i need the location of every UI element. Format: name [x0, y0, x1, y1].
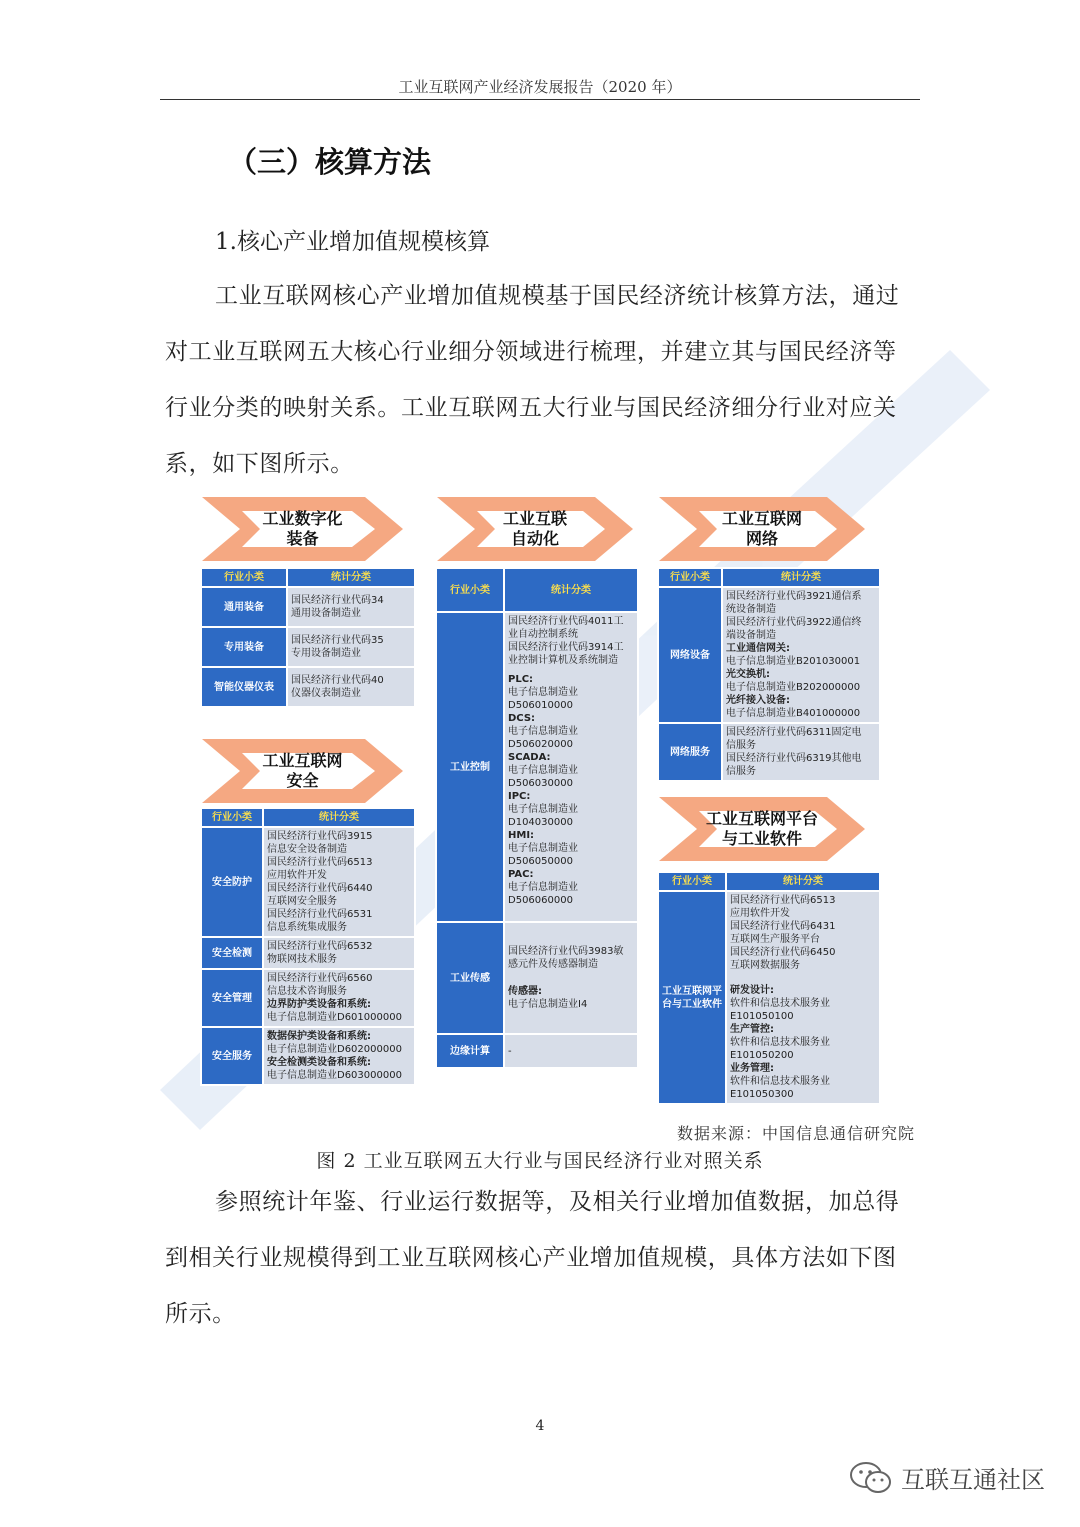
category-cell: 安全服务	[202, 1028, 262, 1084]
category-cell: 通用装备	[202, 588, 286, 626]
stat-line: 国民经济行业代码3922通信终	[726, 617, 862, 628]
running-header: 工业互联网产业经济发展报告（2020 年）	[398, 78, 682, 96]
stat-line: 光交换机:	[726, 669, 770, 680]
stat-line: DCS:	[508, 713, 536, 724]
stat-line: 电子信息制造业D602000000	[267, 1044, 402, 1055]
stat-line: 信服务	[726, 740, 756, 751]
col-head-stat: 统计分类	[264, 809, 414, 826]
stat-cell	[264, 1028, 414, 1084]
col-head-category: 行业小类	[437, 569, 503, 611]
category-cell: 工业互联网平台与工业软件	[659, 892, 725, 1103]
category-cell: 智能仪器仪表	[202, 668, 286, 706]
category-cell: 工业传感	[437, 923, 503, 1033]
stat-line: 电子信息制造业B202000000	[726, 682, 861, 693]
col-head-stat: 统计分类	[727, 873, 879, 890]
stat-line: 国民经济行业代码3914工	[508, 642, 624, 653]
col-head-category: 行业小类	[659, 873, 725, 890]
panel-network	[657, 495, 882, 795]
stat-line: 国民经济行业代码4011工	[508, 616, 624, 627]
stat-line: 国民经济行业代码6450	[730, 947, 836, 958]
wechat-account-name: 互联互通社区	[901, 1466, 1045, 1494]
col-head-stat: 统计分类	[288, 569, 414, 586]
mapping-table	[435, 567, 639, 1069]
stat-line: 端设备制造	[726, 630, 776, 641]
stat-line: PAC:	[508, 869, 534, 880]
stat-line: IPC:	[508, 791, 531, 802]
panel-banner	[435, 495, 635, 563]
stat-line: 国民经济行业代码6311固定电	[726, 727, 862, 738]
stat-line: D506060000	[508, 895, 573, 906]
panel-security	[200, 737, 415, 1107]
stat-line: 光纤接入设备:	[726, 695, 790, 706]
panel-banner	[657, 795, 867, 863]
stat-line: 国民经济行业代码6431	[730, 921, 836, 932]
stat-cell	[505, 1035, 637, 1067]
stat-line: -	[508, 1045, 512, 1057]
stat-line: 应用软件开发	[267, 870, 327, 881]
stat-line: 国民经济行业代码3983敏	[508, 946, 624, 957]
stat-line: 物联网技术服务	[267, 954, 337, 965]
figure-source: 数据来源：中国信息通信研究院	[676, 1124, 915, 1143]
header-rule	[160, 99, 920, 100]
col-head-category: 行业小类	[202, 809, 262, 826]
stat-cell	[264, 938, 414, 968]
stat-line: 研发设计:	[730, 985, 774, 996]
col-head-category: 行业小类	[659, 569, 721, 586]
stat-line: 电子信息制造业	[508, 843, 578, 854]
stat-cell	[723, 588, 879, 722]
col-head-stat: 统计分类	[505, 569, 637, 611]
mapping-figure	[195, 495, 885, 1110]
panel-banner	[657, 495, 867, 563]
stat-line: 软件和信息技术服务业	[730, 1076, 830, 1087]
stat-line: 专用设备制造业	[291, 648, 361, 659]
panel-digital-equipment	[200, 495, 415, 730]
mapping-table	[200, 807, 416, 1086]
stat-line: 国民经济行业代码3921通信系	[726, 591, 862, 602]
stat-line: 应用软件开发	[730, 908, 790, 919]
panel-title: 工业互联 自动化	[502, 509, 567, 548]
paragraph-method: 参照统计年鉴、行业运行数据等，及相关行业增加值数据，加总得到相关行业规模得到工业互联网核心产业增加值规模，具体方法如下图所示。	[165, 1189, 900, 1327]
panel-title: 工业互联网 安全	[262, 751, 343, 790]
page-number: 4	[535, 1418, 545, 1434]
category-cell: 边缘计算	[437, 1035, 503, 1067]
mapping-table	[657, 871, 881, 1105]
stat-cell	[288, 588, 414, 626]
stat-cell	[505, 923, 637, 1033]
stat-cell	[727, 892, 879, 1103]
panel-banner	[200, 495, 405, 563]
stat-cell	[288, 668, 414, 706]
stat-line: 信息安全设备制造	[267, 844, 347, 855]
stat-line: 国民经济行业代码34	[291, 595, 384, 606]
wechat-watermark	[849, 1460, 1045, 1495]
stat-line: 电子信息制造业D603000000	[267, 1070, 402, 1081]
stat-line: 国民经济行业代码3915	[267, 831, 373, 842]
mapping-table	[200, 567, 416, 708]
stat-line: 国民经济行业代码35	[291, 635, 384, 646]
stat-line: 业务管理:	[730, 1063, 774, 1074]
stat-line: 电子信息制造业	[508, 804, 578, 815]
panel-title: 工业互联网平台 与工业软件	[705, 809, 818, 848]
stat-line: E101050100	[730, 1011, 794, 1022]
stat-line: 信服务	[726, 766, 756, 777]
stat-cell	[723, 724, 879, 780]
stat-cell	[288, 628, 414, 666]
stat-line: 电子信息制造业B201030001	[726, 656, 861, 667]
stat-line: E101050200	[730, 1050, 794, 1061]
stat-line: E101050300	[730, 1089, 794, 1100]
stat-line: 仪器仪表制造业	[291, 688, 361, 699]
panel-automation	[435, 495, 640, 1107]
category-cell: 网络设备	[659, 588, 721, 722]
stat-line: 感元件及传感器制造	[508, 959, 598, 970]
paragraph-intro: 工业互联网核心产业增加值规模基于国民经济统计核算方法，通过对工业互联网五大核心行业细分领域进行梳理，并建立其与国民经济等行业分类的映射关系。工业互联网五大行业与国民经济细分行业对应关系，如下图所示。	[165, 283, 900, 477]
stat-line: 电子信息制造业	[508, 765, 578, 776]
stat-line: 业自动控制系统	[508, 629, 578, 640]
stat-line: D506020000	[508, 739, 573, 750]
stat-line: 安全检测类设备和系统:	[267, 1057, 371, 1068]
category-cell: 安全检测	[202, 938, 262, 968]
wechat-icon	[849, 1461, 893, 1495]
stat-cell	[264, 828, 414, 936]
stat-line: 国民经济行业代码40	[291, 675, 384, 686]
stat-line: 互联网安全服务	[267, 896, 337, 907]
stat-line: 软件和信息技术服务业	[730, 1037, 830, 1048]
stat-line: 互联网生产服务平台	[730, 934, 820, 945]
panel-banner	[200, 737, 405, 805]
stat-line: HMI:	[508, 830, 535, 841]
stat-line: 软件和信息技术服务业	[730, 998, 830, 1009]
stat-line: 电子信息制造业	[508, 882, 578, 893]
panel-platform-software	[657, 795, 882, 1107]
stat-line: 电子信息制造业B401000000	[726, 708, 861, 719]
stat-line: 电子信息制造业D601000000	[267, 1012, 402, 1023]
col-head-category: 行业小类	[202, 569, 286, 586]
stat-line: D104030000	[508, 817, 573, 828]
stat-line: 互联网数据服务	[730, 960, 800, 971]
category-cell: 安全管理	[202, 970, 262, 1026]
category-cell: 工业控制	[437, 613, 503, 921]
panel-title: 工业互联网 网络	[721, 509, 802, 548]
stat-line: 国民经济行业代码6440	[267, 883, 373, 894]
stat-line: 统设备制造	[726, 604, 776, 615]
stat-line: D506030000	[508, 778, 573, 789]
stat-line: 信息系统集成服务	[267, 922, 347, 933]
mapping-table	[657, 567, 881, 782]
stat-line: 业控制计算机及系统制造	[508, 655, 618, 666]
stat-cell	[264, 970, 414, 1026]
stat-line: D506010000	[508, 700, 573, 711]
stat-line: 电子信息制造业	[508, 726, 578, 737]
stat-line: 通用设备制造业	[291, 608, 361, 619]
stat-line: 国民经济行业代码6319其他电	[726, 753, 862, 764]
stat-line: 电子信息制造业	[508, 687, 578, 698]
category-cell: 安全防护	[202, 828, 262, 936]
stat-line: 国民经济行业代码6531	[267, 909, 373, 920]
category-cell: 网络服务	[659, 724, 721, 780]
panel-title: 工业数字化 装备	[262, 509, 343, 548]
section-title: （三）核算方法	[228, 145, 432, 179]
stat-line: 信息技术咨询服务	[267, 986, 347, 997]
stat-line: D506050000	[508, 856, 573, 867]
stat-line: 电子信息制造业I4	[508, 999, 588, 1010]
stat-line: 国民经济行业代码6560	[267, 973, 373, 984]
stat-line: 生产管控:	[730, 1024, 774, 1035]
col-head-stat: 统计分类	[723, 569, 879, 586]
stat-line: SCADA:	[508, 752, 551, 763]
stat-line: PLC:	[508, 674, 534, 685]
stat-line: 传感器:	[508, 986, 542, 997]
stat-line: 工业通信网关:	[726, 643, 790, 654]
stat-line: 国民经济行业代码6513	[730, 895, 836, 906]
category-cell: 专用装备	[202, 628, 286, 666]
figure-caption: 图 2 工业互联网五大行业与国民经济行业对照关系	[316, 1150, 764, 1172]
stat-line: 国民经济行业代码6532	[267, 941, 373, 952]
subheading: 1.核心产业增加值规模核算	[215, 229, 490, 255]
stat-cell	[505, 613, 637, 921]
stat-line: 数据保护类设备和系统:	[267, 1031, 371, 1042]
stat-line: 边界防护类设备和系统:	[267, 999, 371, 1010]
stat-line: 国民经济行业代码6513	[267, 857, 373, 868]
